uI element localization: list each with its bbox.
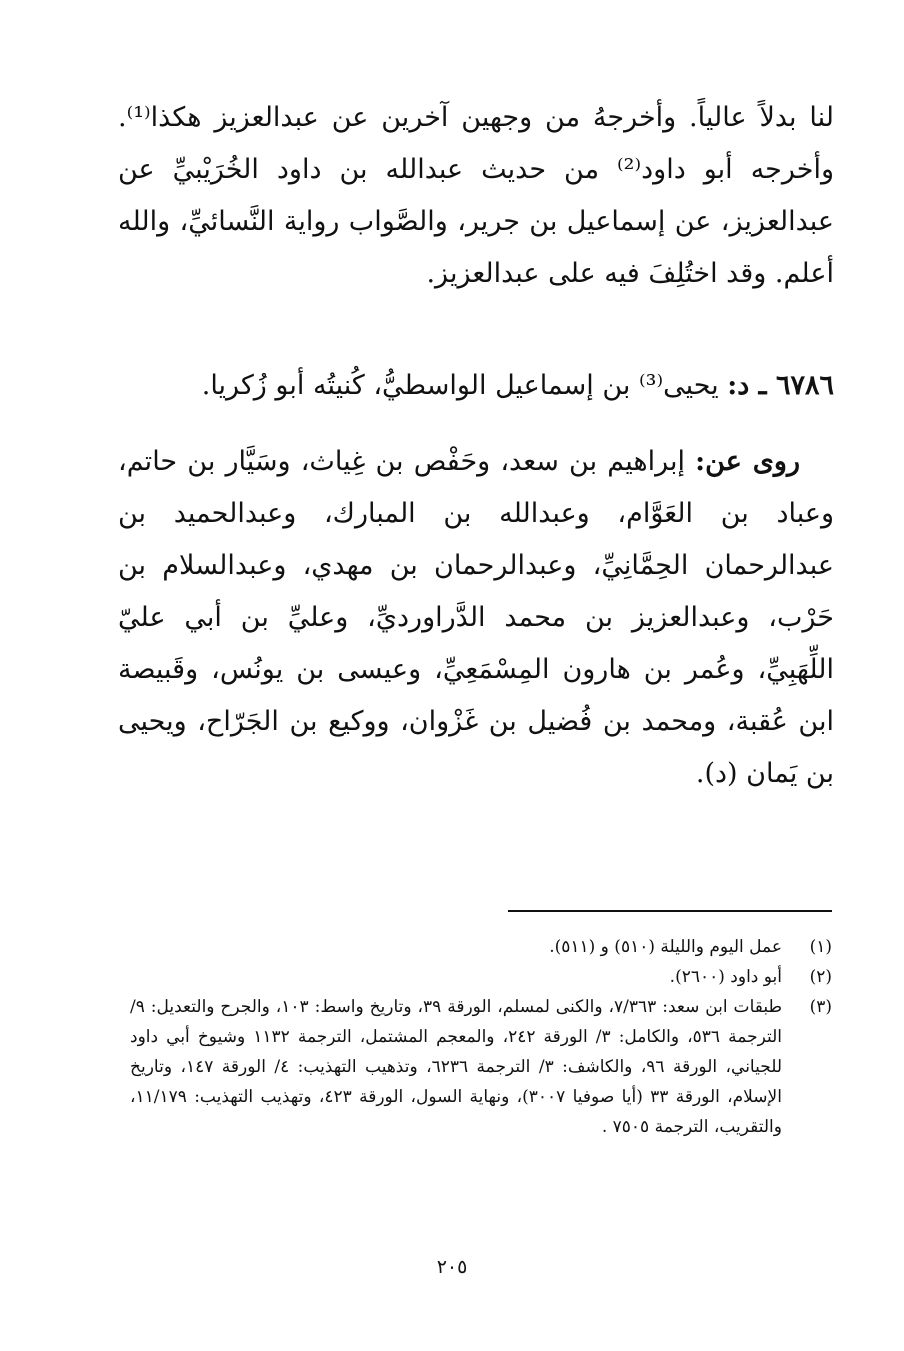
footnote-2 [130,962,832,992]
footnote-number: (٢) [809,967,832,987]
paragraph-1: لنا بدلاً عالياً. وأخرجهُ من وجهين آخرين عن عبدالعزيز هكذا⁽¹⁾. وأخرجه أبو داود⁽²⁾ من حديث عبدالله بن داود الخُرَيْبيِّ عن عبدالعزيز، عن إسماعيل بن جرير، والصَّواب رواية النَّسائيِّ، والله أعلم. وقد اختُلِفَ فيه على عبدالعزيز. [118,102,834,289]
footnote-text: أبو داود (٢٦٠٠). [669,967,782,987]
footnote-3 [130,992,832,1142]
footnotes [130,932,832,1142]
entry-number: ٦٧٨٦ ـ د: [727,370,834,401]
footnote-text: طبقات ابن سعد: ٧/٣٦٣، والكنى لمسلم، الورقة ٣٩، وتاريخ واسط: ١٠٣، والجرح والتعديل: ٩/ الترجمة ٥٣٦، والكامل: ٣/ الورقة ٢٤٢، والمعجم المشتمل، الترجمة ١١٣٢ وشيوخ أبي داود للجياني، الورقة ٩٦، والكاشف: ٣/ الترجمة ٦٢٣٦، وتذهيب التهذيب: ٤/ الورقة ١٤٧، وتاريخ الإسلام، الورقة ٣٣ (أيا صوفيا ٣٠٠٧)، ونهاية السول، الورقة ٤٢٣، وتهذيب التهذيب: ١١/١٧٩، والتقريب، الترجمة ٧٥٠٥ . [130,997,783,1137]
footnote-number: (٣) [809,997,832,1017]
footnote-number: (١) [809,937,832,957]
narrated-from-text: إبراهيم بن سعد، وحَفْص بن غِياث، وسَيَّار بن حاتم، وعباد بن العَوَّام، وعبدالله بن المبارك، وعبدالحميد بن عبدالرحمان الحِمَّانِيِّ، وعبدالرحمان بن مهدي، وعبدالسلام بن حَرْب، وعبدالعزيز بن محمد الدَّراورديِّ، وعليِّ بن أبي عليّ اللِّهَبِيِّ، وعُمر بن هارون المِسْمَعِيِّ، وعيسى بن يونُس، وقَبيصة ابن عُقبة، ومحمد بن فُضيل بن غَزْوان، ووكيع بن الجَرّاح، ويحيى بن يَمان (د). [118,446,834,789]
entry-6786 [118,360,834,412]
narrated-from-paragraph [118,436,834,800]
page-number: ٢٠٥ [436,1256,468,1278]
main-text [118,92,834,800]
entry-text: يحيى⁽³⁾ بن إسماعيل الواسطيُّ، كُنيتُه أبو زُكريا. [201,370,719,401]
footnote-text: عمل اليوم والليلة (٥١٠) و (٥١١). [549,937,782,957]
narrated-from-label: روى عن: [695,446,800,477]
footnote-1 [130,932,832,962]
footnote-divider [508,910,832,912]
page-body [118,92,834,800]
